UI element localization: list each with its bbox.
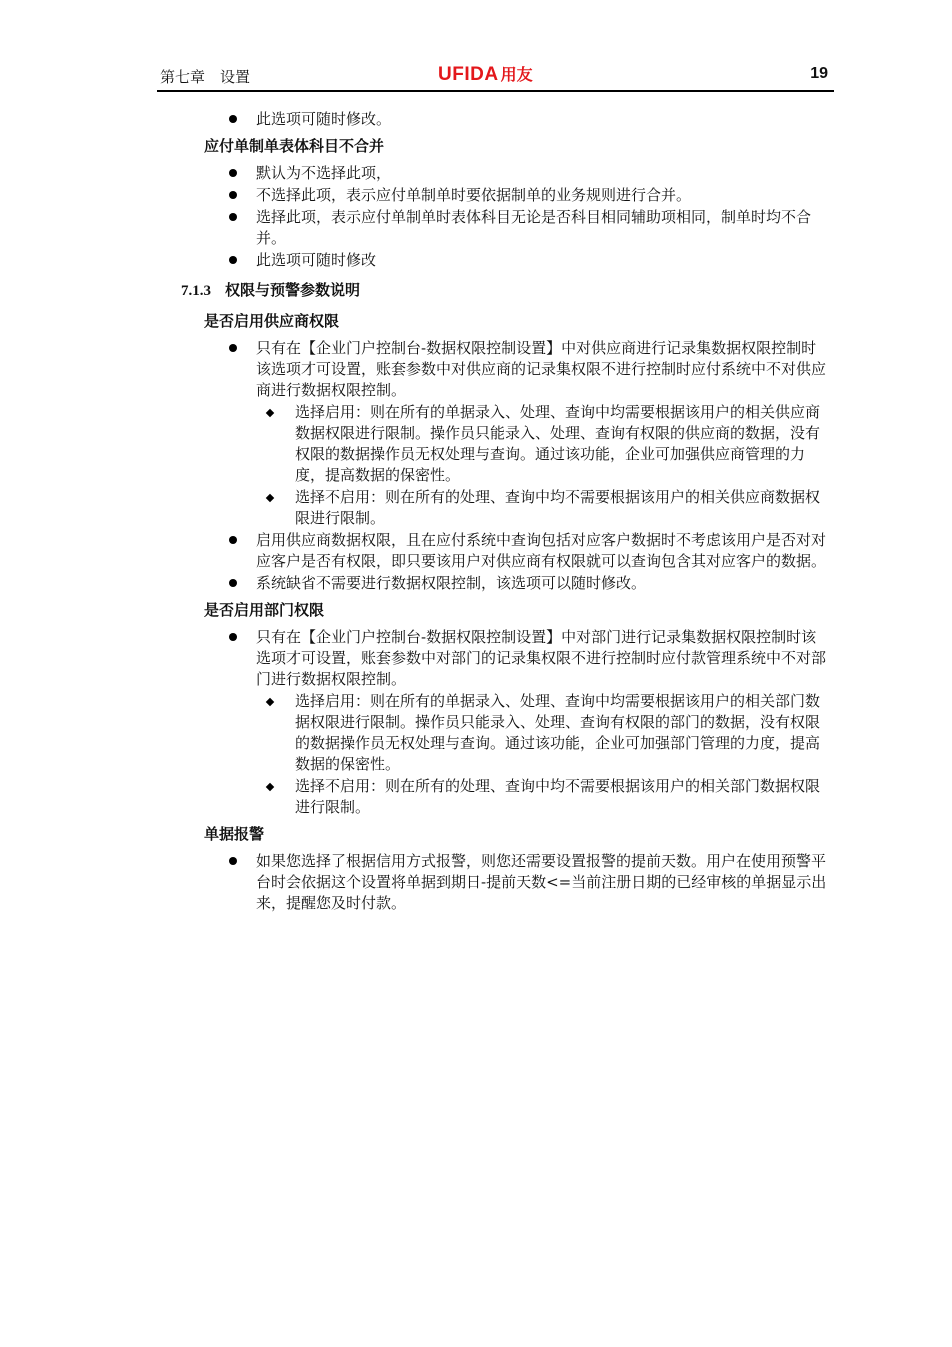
subheading-dept: 是否启用部门权限 <box>204 601 325 619</box>
logo-text-cn: 用友 <box>500 65 533 84</box>
bullet-item: 系统缺省不需要进行数据权限控制，该选项可以随时修改。 <box>256 573 830 594</box>
bullet-item: 此选项可随时修改。 <box>256 109 830 130</box>
bullet-item: 如果您选择了根据信用方式报警，则您还需要设置报警的提前天数。用户在使用预警平台时会依据这个设置将单据到期日-提前天数<=当前注册日期的已经审核的单据显示出来，提醒您及时付款。 <box>256 851 830 914</box>
logo-text-en: UFIDA <box>438 64 499 85</box>
bullet-item: 选择此项，表示应付单制单时表体科目无论是否科目相同辅助项相同，制单时均不合并。 <box>256 207 830 249</box>
bullet-item: 默认为不选择此项， <box>256 163 830 184</box>
section-heading <box>181 280 952 302</box>
chapter-title: 第七章 设置 <box>160 68 251 86</box>
section-number: 7.1.3 <box>181 283 211 299</box>
sub-bullet-item: 选择启用：则在所有的单据录入、处理、查询中均需要根据该用户的相关供应商数据权限进行限制。操作员只能录入、处理、查询有权限的供应商的数据，没有权限的数据操作员无权处理与查询。通过该功能，企业可加强供应商管理的力度，提高数据的保密性。 <box>295 402 830 486</box>
ufida-logo <box>438 62 533 86</box>
bullet-item: 只有在【企业门户控制台-数据权限控制设置】中对部门进行记录集数据权限控制时该选项才可设置，账套参数中对部门的记录集权限不进行控制时应付款管理系统中不对部门进行数据权限控制。 <box>256 627 830 690</box>
bullet-item: 不选择此项，表示应付单制单时要依据制单的业务规则进行合并。 <box>256 185 830 206</box>
page-number: 19 <box>810 65 828 82</box>
section-title: 权限与预警参数说明 <box>225 281 361 299</box>
page-body <box>0 108 952 915</box>
sub-bullet-item: 选择不启用：则在所有的处理、查询中均不需要根据该用户的相关部门数据权限进行限制。 <box>295 776 830 818</box>
bullet-item: 启用供应商数据权限，且在应付系统中查询包括对应客户数据时不考虑该用户是否对对应客户是否有权限，即只要该用户对供应商有权限就可以查询包含其对应客户的数据。 <box>256 530 830 572</box>
subheading-alarm: 单据报警 <box>204 825 265 843</box>
subheading-supplier: 是否启用供应商权限 <box>204 312 340 330</box>
bullet-item: 此选项可随时修改 <box>256 250 830 271</box>
subheading-merge: 应付单制单表体科目不合并 <box>204 137 385 155</box>
sub-bullet-item: 选择不启用：则在所有的处理、查询中均不需要根据该用户的相关供应商数据权限进行限制。 <box>295 487 830 529</box>
page-header <box>157 62 834 92</box>
sub-bullet-item: 选择启用：则在所有的单据录入、处理、查询中均需要根据该用户的相关部门数据权限进行限制。操作员只能录入、处理、查询有权限的部门的数据，没有权限的数据操作员无权处理与查询。通过该功能，企业可加强部门管理的力度，提高数据的保密性。 <box>295 691 830 775</box>
bullet-item: 只有在【企业门户控制台-数据权限控制设置】中对供应商进行记录集数据权限控制时该选项才可设置，账套参数中对供应商的记录集权限不进行控制时应付系统中不对供应商进行数据权限控制。 <box>256 338 830 401</box>
